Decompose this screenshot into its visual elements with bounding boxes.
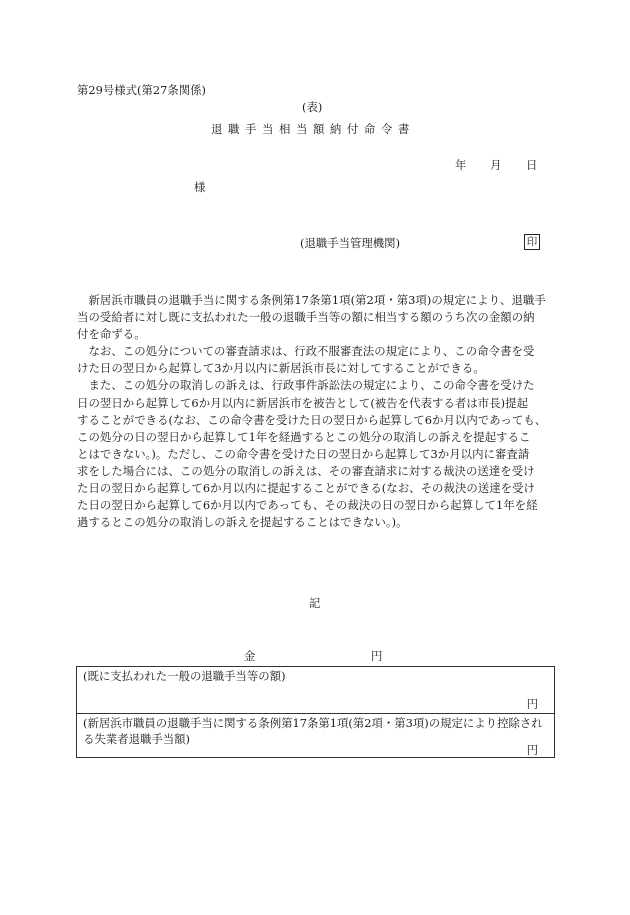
body-line: 新居浜市職員の退職手当に関する条例第17条第1項(第2項・第3項)の規定により、退職手 [77, 293, 546, 307]
body-line: けた日の翌日から起算して3か月以内に新居浜市長に対してすることができる。 [77, 361, 485, 376]
body-line: 日の翌日から起算して6か月以内に新居浜市を被告として(被告を代表する者は市長)提起 [77, 395, 529, 410]
table-divider [77, 713, 554, 714]
body-line: た日の翌日から起算して6か月以内に提起することができる(なお、その裁決の送達を受け [77, 481, 535, 496]
row1-yen: 円 [526, 697, 538, 711]
issuer-label: (退職手当管理機関) [300, 236, 401, 250]
body-line: 当の受給者に対し既に支払われた一般の退職手当等の額に相当する額のうち次の金額の納 [77, 310, 535, 325]
addressee-suffix: 様 [194, 180, 206, 194]
form-number: 第29号様式(第27条関係) [77, 83, 207, 97]
body-line: この処分の日の翌日から起算して1年を経過するとこの処分の取消しの訴えを提起するこ [77, 429, 531, 444]
date-month: 月 [490, 158, 502, 172]
body-line: することができる(なお、この命令書を受けた日の翌日から起算して6か月以内であっても、 [77, 412, 547, 427]
row2-label-line1: (新居浜市職員の退職手当に関する条例第17条第1項(第2項・第3項)の規定により控除され [83, 716, 543, 730]
date-day: 日 [526, 158, 538, 172]
body-line: た日の翌日から起算して6か月以内であっても、その裁決の日の翌日から起算して1年を経 [77, 498, 538, 513]
row2-label-line2: る失業者退職手当額) [83, 732, 190, 746]
ki-heading: 記 [309, 596, 321, 610]
body-line: 付を命ずる。 [77, 327, 146, 342]
amount-yen-label: 円 [371, 649, 383, 663]
document-title: 退職手当相当額納付命令書 [211, 122, 415, 136]
body-text [77, 292, 557, 531]
body-line: とはできない。)。ただし、この命令書を受けた日の翌日から起算して3か月以内に審査請 [77, 446, 530, 461]
row1-label: (既に支払われた一般の退職手当等の額) [83, 669, 286, 683]
body-line: なお、この処分についての審査請求は、行政不服審査法の規定により、この命令書を受 [77, 344, 535, 359]
body-line: 求をした場合には、この処分の取消しの訴えは、その審査請求に対する裁決の送達を受け [77, 463, 535, 478]
body-line: また、この処分の取消しの訴えは、行政事件訴訟法の規定により、この命令書を受けた [77, 378, 535, 393]
amount-table [76, 666, 555, 758]
side-label: (表) [302, 100, 323, 114]
seal-mark: 印 [524, 234, 540, 250]
body-line: 過するとこの処分の取消しの訴えを提起することはできない。)。 [77, 515, 408, 530]
row2-yen: 円 [526, 743, 538, 757]
amount-kin-label: 金 [244, 649, 256, 663]
date-year: 年 [455, 158, 467, 172]
